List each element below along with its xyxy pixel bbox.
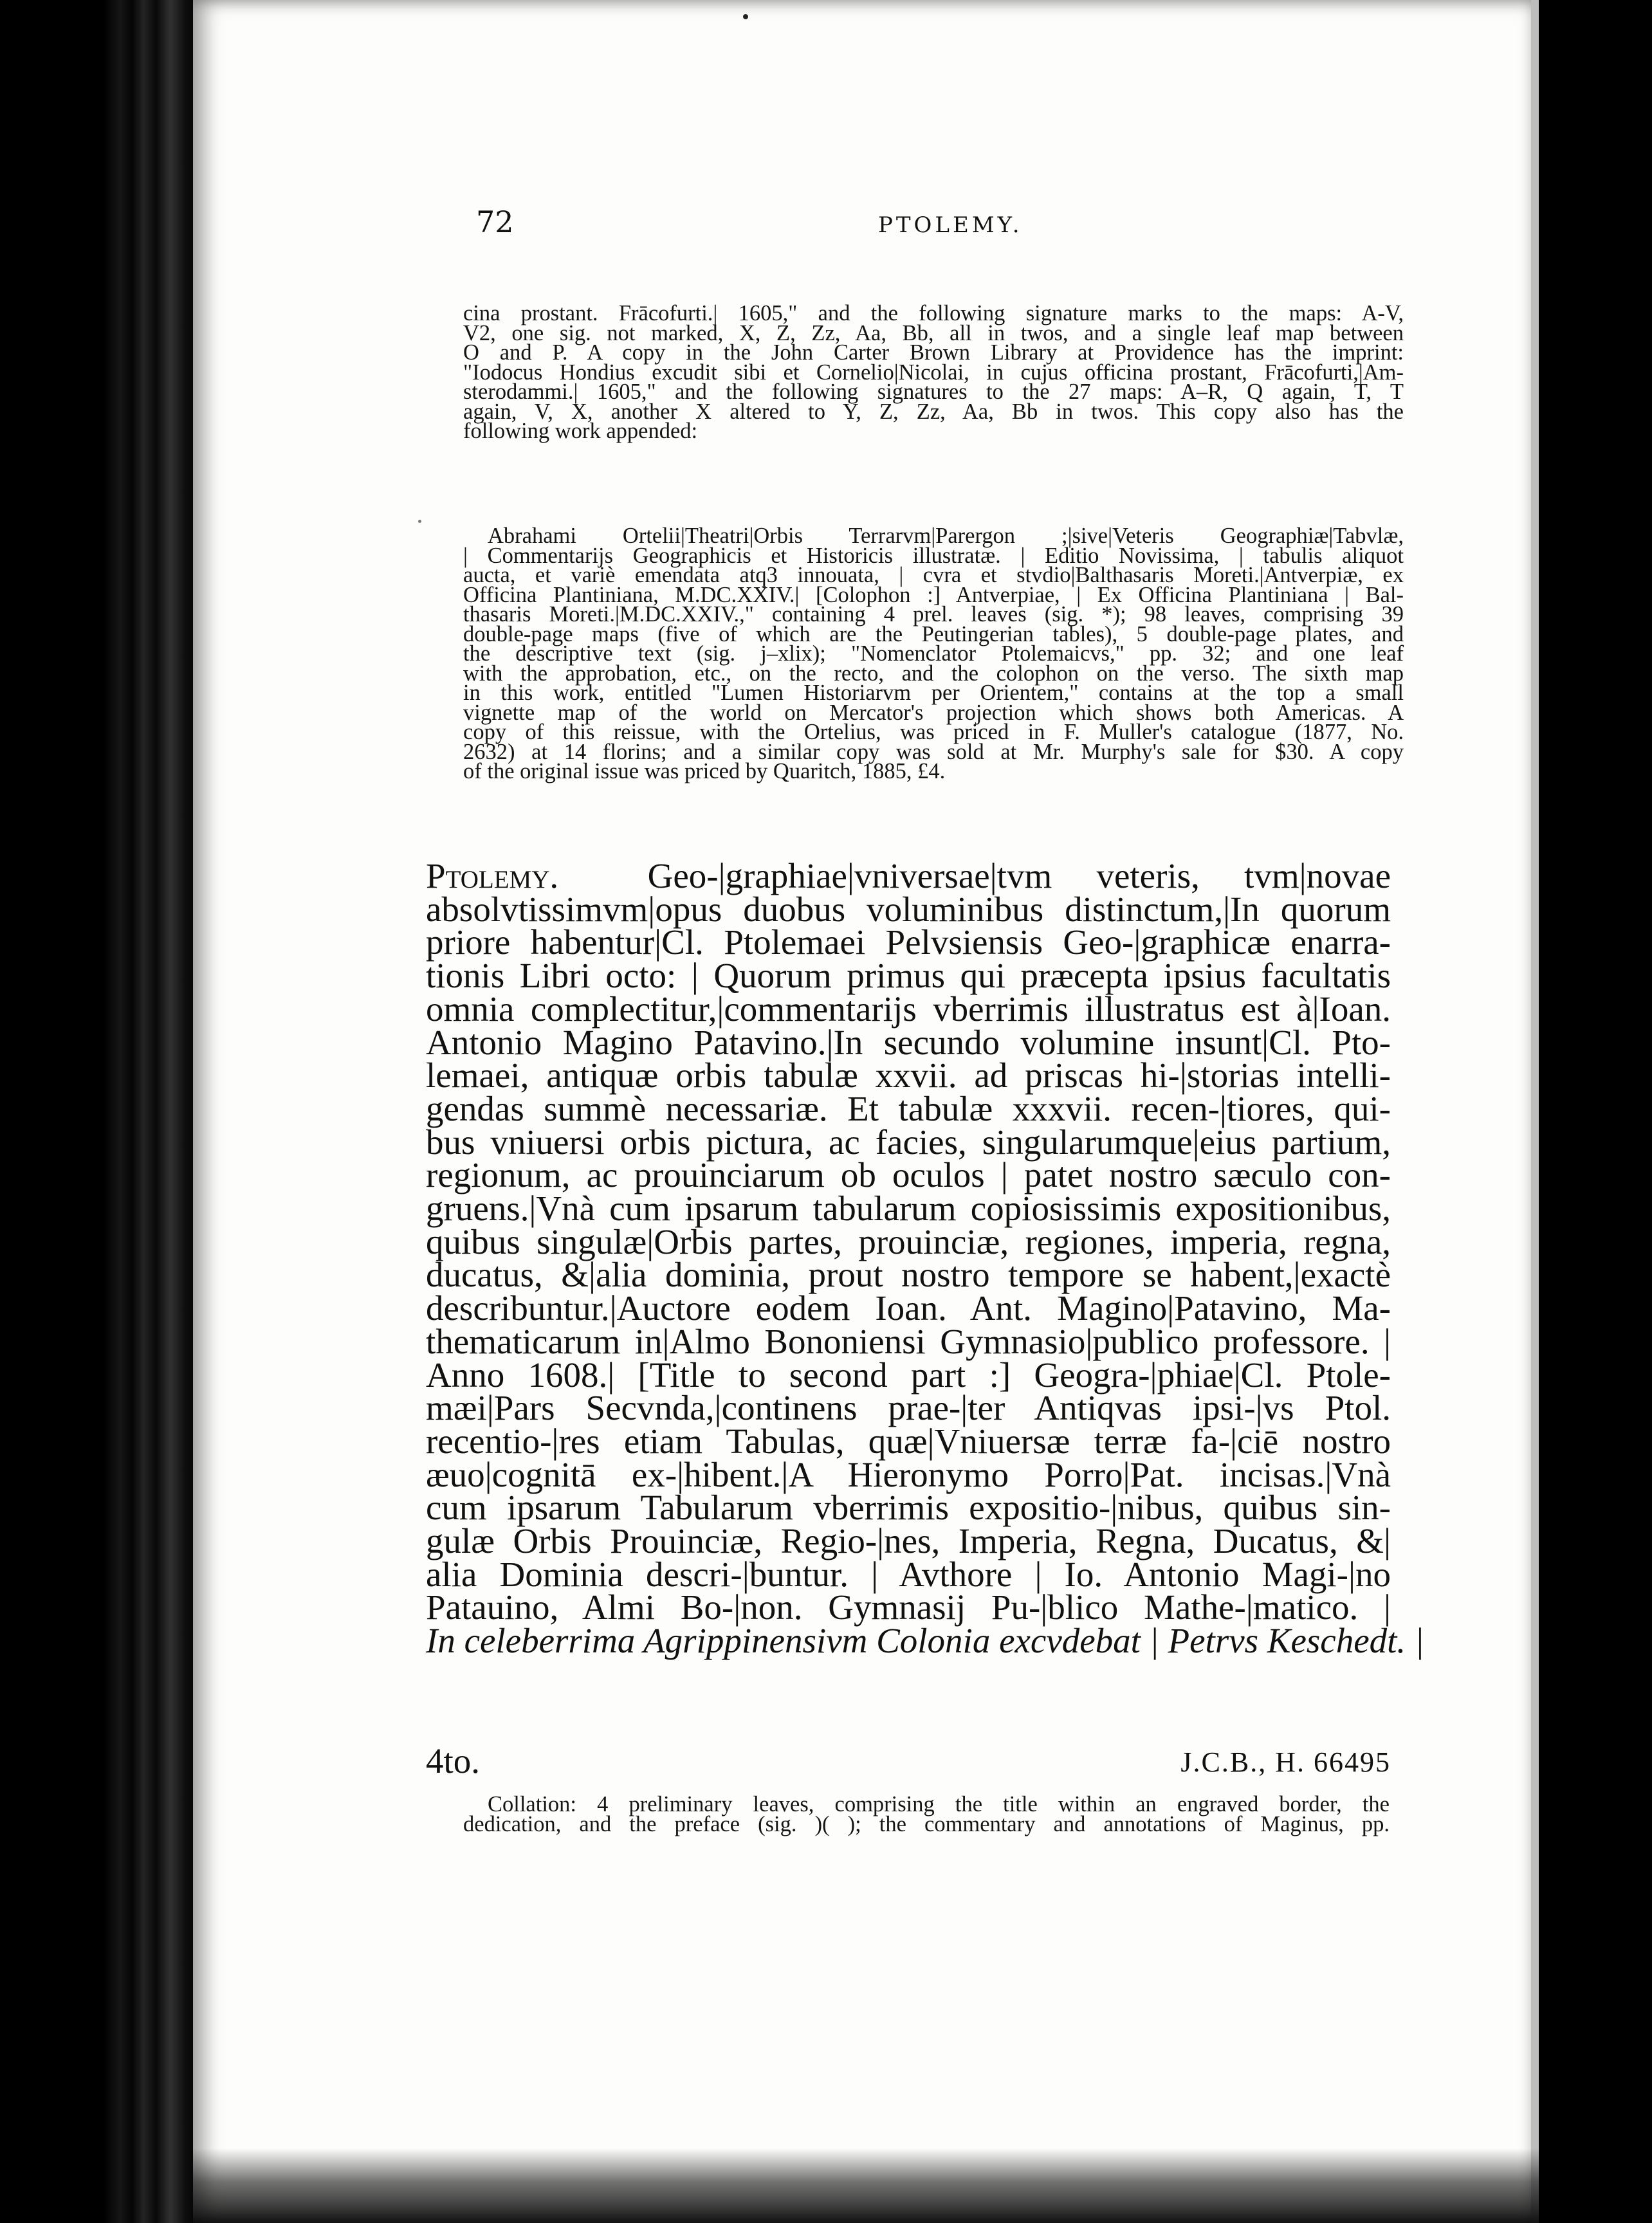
book-binding-shadow bbox=[103, 0, 199, 2223]
entry-line: absolvtissimvm|opus duobus voluminibus distinctum,|In quorum bbox=[426, 889, 1391, 929]
running-head: PTOLEMY. bbox=[878, 212, 1023, 238]
entry-line: gruens.|Vnà cum ipsarum tabularum copiosissimis expositionibus, bbox=[426, 1189, 1391, 1229]
text-line: Collation: 4 preliminary leaves, comprising the title within an engraved border, the bbox=[488, 1792, 1390, 1816]
text-line: in this work, entitled "Lumen Historiarvm per Orientem," contains at the top a small bbox=[463, 681, 1404, 705]
entry-line: æuo|cognitā ex-|hibent.|A Hieronymo Porro|Pat. incisas.|Vnà bbox=[426, 1454, 1391, 1494]
entry-line: ducatus, &|alia dominia, prout nostro tempore se habent,|exactè bbox=[426, 1255, 1391, 1295]
text-line: O and P. A copy in the John Carter Brown Library at Providence has the imprint: bbox=[463, 340, 1404, 365]
entry-line: gulæ Orbis Prouinciæ, Regio-|nes, Imperia, Regna, Ducatus, &| bbox=[426, 1521, 1391, 1561]
entry-heading: Ptolemy. bbox=[426, 856, 559, 895]
scan-dust-speck bbox=[418, 520, 421, 523]
text-line: dedication, and the preface (sig. )( ); the commentary and annotations of Maginus, pp. bbox=[463, 1811, 1390, 1836]
entry-line: mæi|Pars Secvnda,|continens prae-|ter Antiqvas ipsi-|vs Ptol. bbox=[426, 1388, 1391, 1428]
entry-line: omnia complectitur,|commentarijs vberrimis illustratus est à|Ioan. bbox=[426, 989, 1391, 1029]
text-line: sterodammi.| 1605," and the following signatures to the 27 maps: A–R, Q again, T, T bbox=[463, 380, 1404, 404]
entry-line: priore habentur|Cl. Ptolemaei Pelvsiensis Geo-|graphicæ enarra- bbox=[426, 922, 1391, 962]
text-line: the descriptive text (sig. j–xlix); "Nomenclator Ptolemaicvs," pp. 32; and one leaf bbox=[463, 641, 1404, 666]
entry-line-text: Geo-|graphiae|vniversae|tvm veteris, tvm|novae bbox=[647, 856, 1391, 895]
page-edge bbox=[1531, 0, 1539, 2223]
text-line: copy of this reissue, with the Ortelius, was priced in F. Muller's catalogue (1877, No. bbox=[463, 720, 1404, 744]
collation-paragraph bbox=[463, 1792, 1390, 1836]
bibliographic-entry bbox=[426, 856, 1425, 1661]
entry-line: tionis Libri octo: | Quorum primus qui præcepta ipsius facultatis bbox=[426, 956, 1391, 996]
text-line: with the approbation, etc., on the recto, and the colophon on the verso. The sixth map bbox=[463, 661, 1404, 686]
format-and-reference bbox=[426, 1741, 1391, 1781]
text-line: following work appended: bbox=[463, 419, 698, 443]
page-number: 72 bbox=[476, 205, 514, 239]
format-label: 4to. bbox=[426, 1741, 481, 1780]
entry-line bbox=[426, 856, 1391, 895]
entry-line: Patauino, Almi Bo-|non. Gymnasij Pu-|blico Mathe-|matico. | bbox=[426, 1587, 1391, 1627]
appended-work-paragraph bbox=[463, 526, 1404, 782]
text-line: | Commentarijs Geographicis et Historicis illustratæ. | Editio Novissima, | tabulis aliquot bbox=[463, 543, 1404, 568]
entry-line: describuntur.|Auctore eodem Ioan. Ant. Magino|Patavino, Ma- bbox=[426, 1288, 1391, 1328]
entry-line: recentio-|res etiam Tabulas, quæ|Vniuersæ terræ fa-|ciē nostro bbox=[426, 1421, 1391, 1461]
entry-line: bus vniuersi orbis pictura, ac facies, singularumque|eius partium, bbox=[426, 1122, 1391, 1162]
text-line: vignette map of the world on Mercator's projection which shows both Americas. A bbox=[463, 700, 1404, 725]
text-line: cina prostant. Frācofurti.| 1605," and the following signature marks to the maps: A-V, bbox=[463, 301, 1404, 325]
page-bottom-shadow bbox=[193, 2148, 1539, 2223]
text-line: again, V, X, another X altered to Y, Z, Zz, Aa, Bb in twos. This copy also has the bbox=[463, 399, 1404, 424]
scan-dust-speck bbox=[743, 14, 748, 19]
entry-line: lemaei, antiquæ orbis tabulæ xxvii. ad priscas hi-|storias intelli- bbox=[426, 1056, 1391, 1095]
entry-line: Anno 1608.| [Title to second part :] Geogra-|phiae|Cl. Ptole- bbox=[426, 1355, 1391, 1395]
text-line: aucta, et variè emendata atq3 innouata, | cvra et stvdio|Balthasaris Moreti.|Antverpiæ, ex bbox=[463, 563, 1404, 587]
reference-number: J.C.B., H. 66495 bbox=[1180, 1746, 1391, 1778]
entry-line: regionum, ac prouinciarum ob oculos | patet nostro sæculo con- bbox=[426, 1155, 1391, 1195]
text-line: V2, one sig. not marked, X, Z, Zz, Aa, Bb, all in twos, and a single leaf map between bbox=[463, 320, 1404, 345]
entry-line: cum ipsarum Tabularum vberrimis expositio-|nibus, quibus sin- bbox=[426, 1488, 1391, 1528]
text-line: of the original issue was priced by Quaritch, 1885, £4. bbox=[463, 759, 946, 783]
text-line: thasaris Moreti.|M.DC.XXIV.," containing 4 prel. leaves (sig. *); 98 leaves, comprising 39 bbox=[463, 602, 1404, 627]
entry-line: alia Dominia descri-|buntur. | Avthore | Io. Antonio Magi-|no bbox=[426, 1554, 1391, 1594]
imprint-line: In celeberrima Agrippinensivm Colonia excvdebat | Petrvs Keschedt. | bbox=[426, 1621, 1425, 1661]
continuation-paragraph bbox=[463, 301, 1404, 443]
text-line: double-page maps (five of which are the Peutingerian tables), 5 double-page plates, and bbox=[463, 621, 1404, 646]
text-line: Abrahami Ortelii|Theatri|Orbis Terrarvm|Parergon ;|sive|Veteris Geographiæ|Tabvlæ, bbox=[488, 524, 1404, 548]
text-line: "Iodocus Hondius excudit sibi et Cornelio|Nicolai, in cujus officina prostant, Frācofurti,|Am- bbox=[463, 360, 1404, 385]
entry-line: quibus singulæ|Orbis partes, prouinciæ, regiones, imperia, regna, bbox=[426, 1221, 1391, 1261]
entry-line: gendas summè necessariæ. Et tabulæ xxxvii. recen-|tiores, qui- bbox=[426, 1088, 1391, 1128]
entry-line: thematicarum in|Almo Bononiensi Gymnasio|publico professore. | bbox=[426, 1321, 1391, 1361]
entry-line: Antonio Magino Patavino.|In secundo volumine insunt|Cl. Pto- bbox=[426, 1022, 1391, 1062]
text-line: Officina Plantiniana, M.DC.XXIV.| [Colophon :] Antverpiae, | Ex Officina Plantiniana | Bal- bbox=[463, 582, 1404, 607]
text-line: 2632) at 14 florins; and a similar copy was sold at Mr. Murphy's sale for $30. A copy bbox=[463, 739, 1404, 764]
